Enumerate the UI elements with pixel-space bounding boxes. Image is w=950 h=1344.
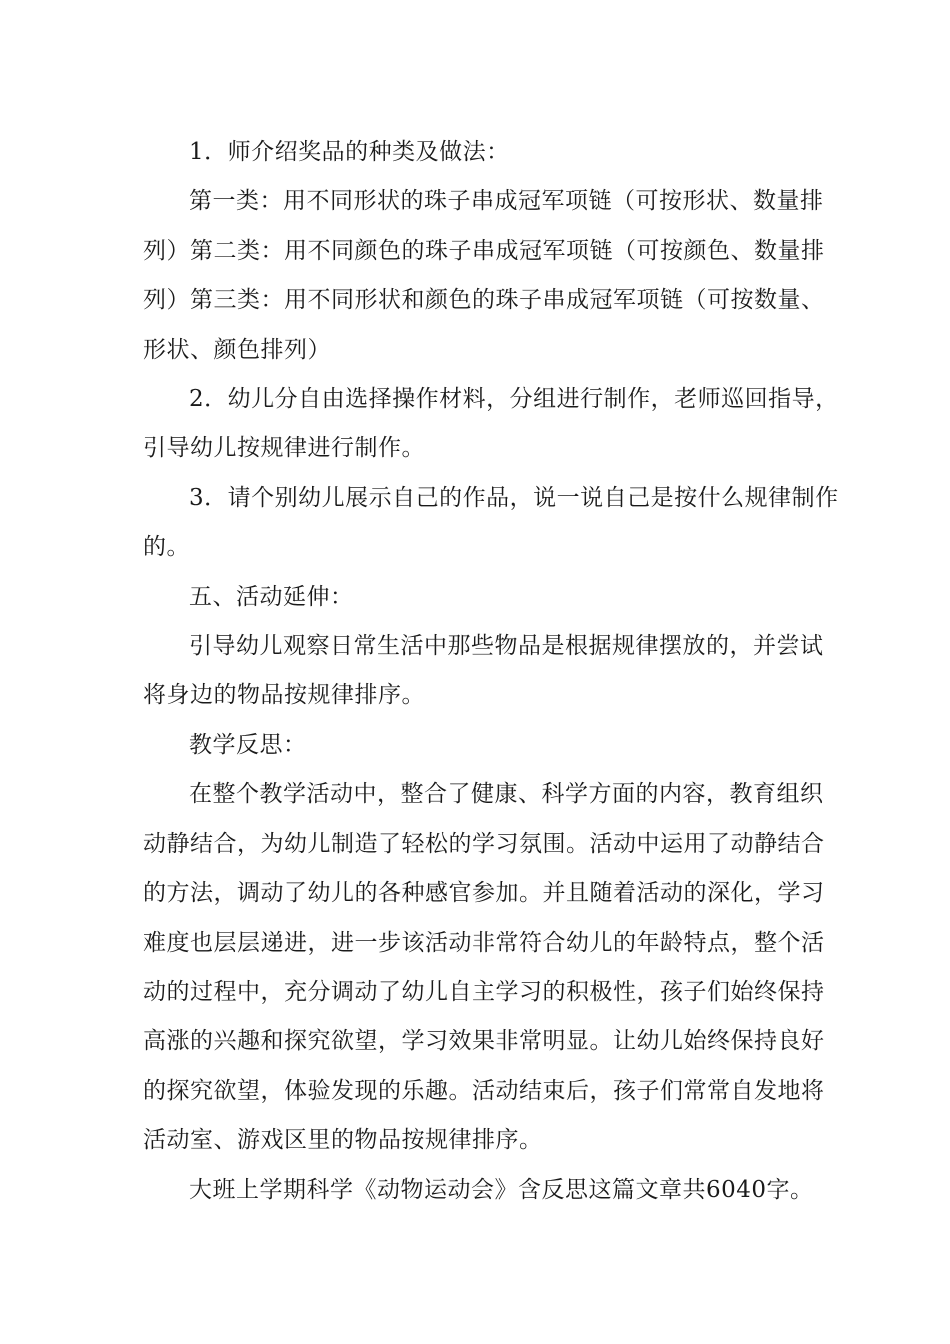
text-line: 2．幼儿分自由选择操作材料，分组进行制作，老师巡回指导，	[189, 386, 839, 413]
text-line: 引导幼儿按规律进行制作。	[143, 435, 425, 462]
paragraph-prize-intro	[143, 128, 807, 177]
heading-teaching-reflection	[143, 721, 807, 770]
heading-activity-extension	[143, 573, 807, 622]
section-heading: 五、活动延伸：	[189, 583, 354, 610]
text-line: 的探究欲望，体验发现的乐趣。活动结束后，孩子们常常自发地将	[143, 1077, 825, 1104]
text-line: 的方法，调动了幼儿的各种感官参加。并且随着活动的深化，学习	[143, 880, 825, 907]
paragraph-show-work	[143, 474, 839, 573]
text-line: 第一类：用不同形状的珠子串成冠军项链（可按形状、数量排	[189, 188, 824, 215]
paragraph-reflection	[143, 770, 825, 1165]
text-line: 1．师介绍奖品的种类及做法：	[189, 139, 510, 165]
text-line: 高涨的兴趣和探究欲望，学习效果非常明显。让幼儿始终保持良好	[143, 1028, 825, 1055]
text-line: 引导幼儿观察日常生活中那些物品是根据规律摆放的，并尝试	[189, 633, 824, 660]
text-line: 活动室、游戏区里的物品按规律排序。	[143, 1127, 543, 1154]
paragraph-word-count	[143, 1166, 814, 1215]
text-line: 在整个教学活动中，整合了健康、科学方面的内容，教育组织	[189, 781, 824, 808]
text-line: 列）第二类：用不同颜色的珠子串成冠军项链（可按颜色、数量排	[143, 237, 825, 264]
section-heading: 教学反思：	[189, 731, 307, 758]
text-line: 动的过程中，充分调动了幼儿自主学习的积极性，孩子们始终保持	[143, 978, 825, 1005]
text-line: 3．请个别幼儿展示自己的作品，说一说自己是按什么规律制作	[189, 484, 839, 511]
text-line: 难度也层层递进，进一步该活动非常符合幼儿的年龄特点，整个活	[143, 929, 825, 956]
paragraph-extension	[143, 622, 824, 721]
text-line: 的。	[143, 534, 190, 561]
text-line: 列）第三类：用不同形状和颜色的珠子串成冠军项链（可按数量、	[143, 287, 825, 314]
paragraph-prize-types	[143, 177, 825, 375]
paragraph-free-choice	[143, 375, 839, 474]
text-line: 将身边的物品按规律排序。	[143, 682, 425, 709]
text-line: 大班上学期科学《动物运动会》含反思这篇文章共6040字。	[189, 1176, 814, 1203]
text-line: 形状、颜色排列）	[143, 336, 331, 363]
document-body	[143, 128, 839, 1215]
text-line: 动静结合，为幼儿制造了轻松的学习氛围。活动中运用了动静结合	[143, 830, 825, 857]
